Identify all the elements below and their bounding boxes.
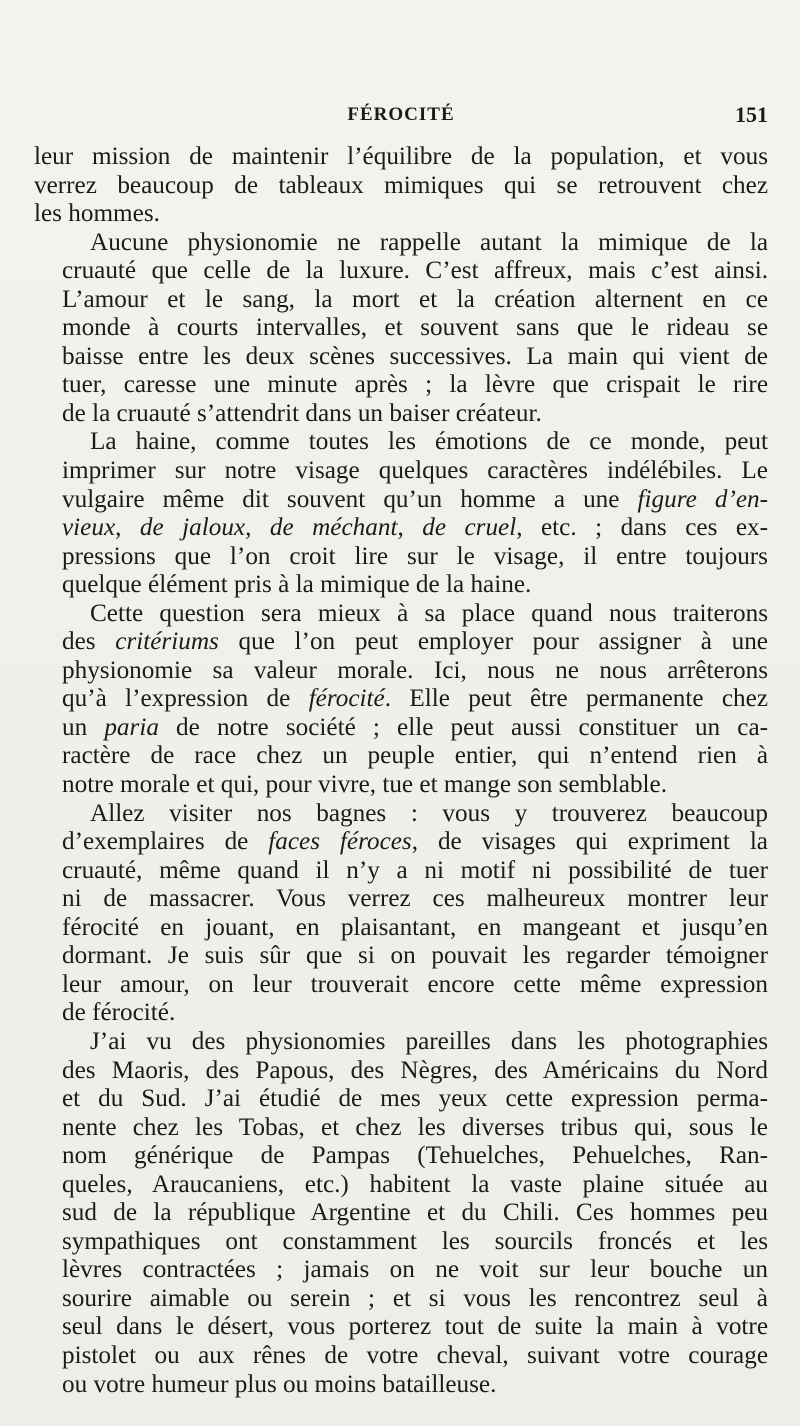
text-line <box>34 286 768 315</box>
text-line <box>34 628 768 657</box>
text-line <box>34 1228 768 1257</box>
text-run: pressions que l’on croit lire sur le visage, il entre toujours <box>62 542 768 570</box>
text-line <box>34 172 768 201</box>
text-run: physionomie sa valeur morale. Ici, nous ne nous arrêterons <box>62 656 768 684</box>
paragraph <box>34 600 768 800</box>
text-line <box>34 600 768 629</box>
italic-text: critériums <box>115 628 219 656</box>
body-text <box>34 143 768 1399</box>
text-run: , <box>397 514 423 542</box>
text-line <box>34 1313 768 1342</box>
text-line <box>34 371 768 400</box>
text-run: qu’à l’expression de <box>62 685 309 713</box>
text-line <box>34 143 768 172</box>
text-line <box>34 1085 768 1114</box>
running-title: FÉROCITÉ <box>347 104 455 125</box>
text-line <box>34 971 768 1000</box>
text-line <box>34 914 768 943</box>
text-run: imprimer sur notre visage quelques caractères indélébiles. Le <box>62 457 768 485</box>
text-run: d’exemplaires de <box>62 828 269 856</box>
text-run: cruauté que celle de la luxure. C’est affreux, mais c’est ainsi. <box>62 257 768 285</box>
text-run: verrez beaucoup de tableaux mimiques qui se retrouvent chez <box>34 171 768 199</box>
italic-text: de méchant <box>269 514 398 542</box>
italic-text: paria <box>104 713 159 741</box>
text-line <box>34 942 768 971</box>
text-run: leur mission de maintenir l’équilibre de la population, et vous <box>34 143 768 170</box>
text-run: de notre société ; elle peut aussi constituer un ca- <box>158 713 769 741</box>
text-run: , <box>115 514 140 542</box>
text-run: Cette question sera mieux à sa place quand nous traiterons <box>90 599 768 627</box>
text-run: un <box>62 713 105 741</box>
text-line <box>34 229 768 258</box>
paragraph <box>34 428 768 599</box>
text-run: La haine, comme toutes les émotions de ce monde, peut <box>90 428 768 456</box>
running-head <box>34 102 768 132</box>
text-line <box>34 486 768 515</box>
text-run: queles, Araucaniens, etc.) habitent la vaste plaine située au <box>62 1170 768 1198</box>
text-run: , de visages qui expriment la <box>411 828 768 856</box>
text-run: monde à courts intervalles, et souvent sans que le rideau se <box>62 314 768 342</box>
text-run: . Elle peut être permanente chez <box>384 685 769 713</box>
text-run: sympathiques ont constamment les sourcils froncés et les <box>62 1227 768 1255</box>
text-run: que l’on peut employer pour assigner à une <box>218 628 768 656</box>
text-line <box>34 1028 768 1057</box>
text-line <box>34 1342 768 1371</box>
text-run: les hommes. <box>34 200 160 228</box>
text-run: pistolet ou aux rênes de votre cheval, suivant votre courage <box>62 1341 768 1369</box>
text-line <box>34 514 768 543</box>
paragraph <box>34 143 768 229</box>
text-run: quelque élément pris à la mimique de la haine. <box>62 571 532 599</box>
text-run: , <box>245 514 270 542</box>
italic-text: de cruel <box>422 514 517 542</box>
text-line <box>34 343 768 372</box>
text-line <box>34 657 768 686</box>
text-line <box>34 543 768 572</box>
text-line <box>34 428 768 457</box>
text-line <box>34 1371 768 1400</box>
text-run: baisse entre les deux scènes successives. La main qui vient de <box>62 342 768 370</box>
text-line <box>34 1171 768 1200</box>
text-line <box>34 1114 768 1143</box>
text-run: de férocité. <box>62 999 176 1027</box>
text-run: de la cruauté s’attendrit dans un baiser créateur. <box>62 399 542 427</box>
text-run: , etc. ; dans ces ex- <box>516 514 768 542</box>
text-line <box>34 742 768 771</box>
text-line <box>34 857 768 886</box>
paragraph <box>34 800 768 1028</box>
italic-text: de jaloux <box>139 514 246 542</box>
text-run: dormant. Je suis sûr que si on pouvait les regarder témoigner <box>62 942 768 970</box>
italic-text: férocité <box>308 685 385 713</box>
text-line <box>34 999 768 1028</box>
text-line <box>34 885 768 914</box>
text-run: vulgaire même dit souvent qu’un homme a une <box>62 485 638 513</box>
text-run: notre morale et qui, pour vivre, tue et mange son semblable. <box>62 771 668 799</box>
text-run: Allez visiter nos bagnes : vous y trouverez beaucoup <box>90 799 768 827</box>
text-run: ractère de race chez un peuple entier, qui n’entend rien à <box>62 742 768 770</box>
text-run: lèvres contractées ; jamais on ne voit sur leur bouche un <box>62 1256 768 1284</box>
text-line <box>34 257 768 286</box>
paragraph <box>34 229 768 429</box>
italic-text: faces féroces <box>268 828 412 856</box>
text-run: cruauté, même quand il n’y a ni motif ni possibilité de tuer <box>62 856 768 884</box>
text-run: des Maoris, des Papous, des Nègres, des Américains du Nord <box>62 1056 768 1084</box>
text-line <box>34 800 768 829</box>
page-number: 151 <box>735 102 768 127</box>
text-run: leur amour, on leur trouverait encore cette même expression <box>62 970 768 998</box>
text-line <box>34 1285 768 1314</box>
text-line <box>34 400 768 429</box>
text-line <box>34 1199 768 1228</box>
text-line <box>34 1256 768 1285</box>
text-line <box>34 685 768 714</box>
text-run: L’amour et le sang, la mort et la création alternent en ce <box>62 285 768 313</box>
text-run: Aucune physionomie ne rappelle autant la mimique de la <box>90 228 768 256</box>
text-line <box>34 457 768 486</box>
text-line <box>34 571 768 600</box>
text-line <box>34 771 768 800</box>
text-line <box>34 828 768 857</box>
italic-text: figure d’en- <box>637 485 769 513</box>
text-line <box>34 1057 768 1086</box>
text-run: sourire aimable ou serein ; et si vous les rencontrez seul à <box>62 1284 768 1312</box>
italic-text: vieux <box>62 514 116 542</box>
text-line <box>34 1142 768 1171</box>
text-run: nom générique de Pampas (Tehuelches, Pehuelches, Ran- <box>62 1142 768 1170</box>
paragraph <box>34 1028 768 1399</box>
text-run: des <box>62 628 116 656</box>
text-run: nente chez les Tobas, et chez les diverses tribus qui, sous le <box>62 1113 768 1141</box>
text-run: seul dans le désert, vous porterez tout de suite la main à votre <box>62 1313 768 1341</box>
text-run: férocité en jouant, en plaisantant, en mangeant et jusqu’en <box>62 913 768 941</box>
text-run: tuer, caresse une minute après ; la lèvre que crispait le rire <box>62 371 768 399</box>
text-run: ou votre humeur plus ou moins batailleuse. <box>62 1370 497 1398</box>
text-run: sud de la république Argentine et du Chili. Ces hommes peu <box>62 1199 768 1227</box>
text-run: et du Sud. J’ai étudié de mes yeux cette expression perma- <box>62 1085 768 1113</box>
text-line <box>34 200 768 229</box>
text-line <box>34 714 768 743</box>
text-run: J’ai vu des physionomies pareilles dans les photographies <box>90 1027 768 1055</box>
text-line <box>34 314 768 343</box>
text-run: ni de massacrer. Vous verrez ces malheureux montrer leur <box>62 885 768 913</box>
